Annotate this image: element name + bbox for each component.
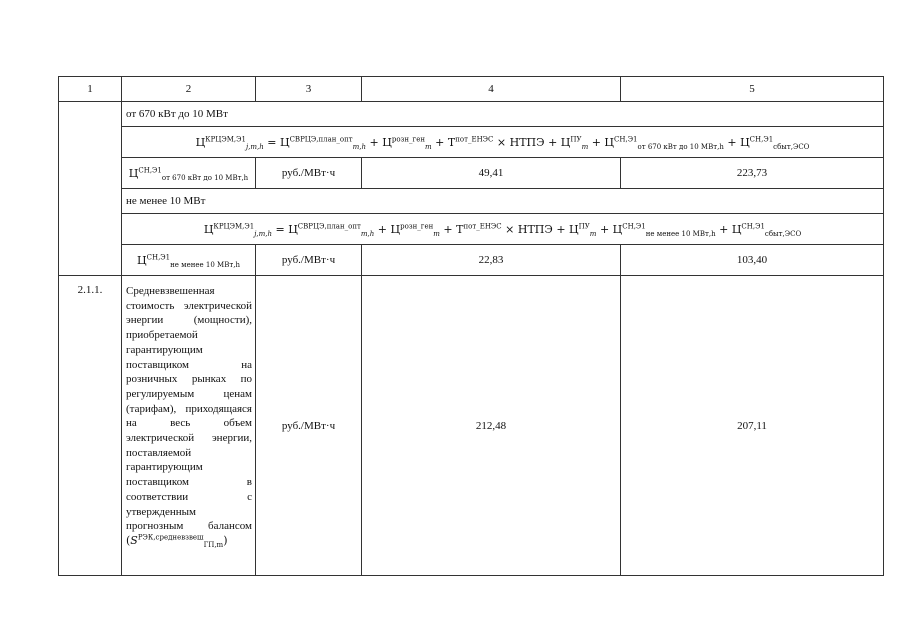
unit-cell: руб./МВт·ч (256, 245, 362, 276)
value-col4: 49,41 (362, 158, 621, 189)
header-cell-3: 3 (256, 77, 362, 102)
value-col5: 103,40 (621, 245, 884, 276)
section-10mw-label-row (59, 189, 884, 214)
value-col5: 207,11 (621, 276, 884, 576)
section-670kw-label-row (59, 102, 884, 127)
header-cell-4: 4 (362, 77, 621, 102)
item-number: 2.1.1. (59, 276, 122, 576)
value-col4: 212,48 (362, 276, 621, 576)
price-formula: $Ц^{КРЦЭМ,Э1}_{j,m,h} = Ц^{СВРЦЭ,план\_опт}_{m,h} + Ц^{розн\_ген}_m + T^{пот\_ЕНЭС}$ × НТПЭ + $Ц^{ПУ}_m + Ц^{СН,Э1}_{не менее 10 МВт,h} + Ц^{СН,Э1}_{сбыт,ЭСО}$ (203, 221, 802, 238)
value-col4: 22,83 (362, 245, 621, 276)
unit-cell: руб./МВт·ч (256, 276, 362, 576)
section-label: не менее 10 МВт (122, 189, 884, 214)
section-10mw-value-row (59, 245, 884, 276)
section-label: от 670 кВт до 10 МВт (122, 102, 884, 127)
price-formula: $Ц^{КРЦЭМ,Э1}_{j,m,h} = Ц^{СВРЦЭ,план\_опт}_{m,h} + Ц^{розн\_ген}_m + T^{пот\_ЕНЭС}$ × НТПЭ + $Ц^{ПУ}_m + Ц^{СН,Э1}_{от 670 кВт до 10 МВт,h} + Ц^{СН,Э1}_{сбыт,ЭСО}$ (195, 134, 810, 151)
value-col5: 223,73 (621, 158, 884, 189)
item-description: Средневзвешенная стоимость электрической энергии (мощности), приобретаемой гарантирующим поставщиком на розничных рынках по регулируемым ценам (тарифам), приходящаяся на весь объем электрической энергии, поставляемой гарантирующим поставщиком в соответствии с утвержденным прогнозным балансом $(S^{РЭК,средневзвеш}_{ГП,m})$ (122, 276, 256, 576)
header-cell-1: 1 (59, 77, 122, 102)
header-cell-2: 2 (122, 77, 256, 102)
section-10mw-formula-row (59, 214, 884, 245)
symbol-cell: $Ц^{СН,Э1}_{от 670 кВт до 10 МВт,h}$ (122, 158, 256, 189)
formula-cell (122, 127, 884, 158)
tariff-table (58, 76, 884, 576)
header-row (59, 77, 884, 102)
symbol-cell: $Ц^{СН,Э1}_{не менее 10 МВт,h}$ (122, 245, 256, 276)
section-670kw-value-row (59, 158, 884, 189)
unit-cell: руб./МВт·ч (256, 158, 362, 189)
header-cell-5: 5 (621, 77, 884, 102)
section-670kw-formula-row (59, 127, 884, 158)
item-2-1-1-row (59, 276, 884, 576)
formula-cell (122, 214, 884, 245)
empty-number-cell (59, 102, 122, 276)
